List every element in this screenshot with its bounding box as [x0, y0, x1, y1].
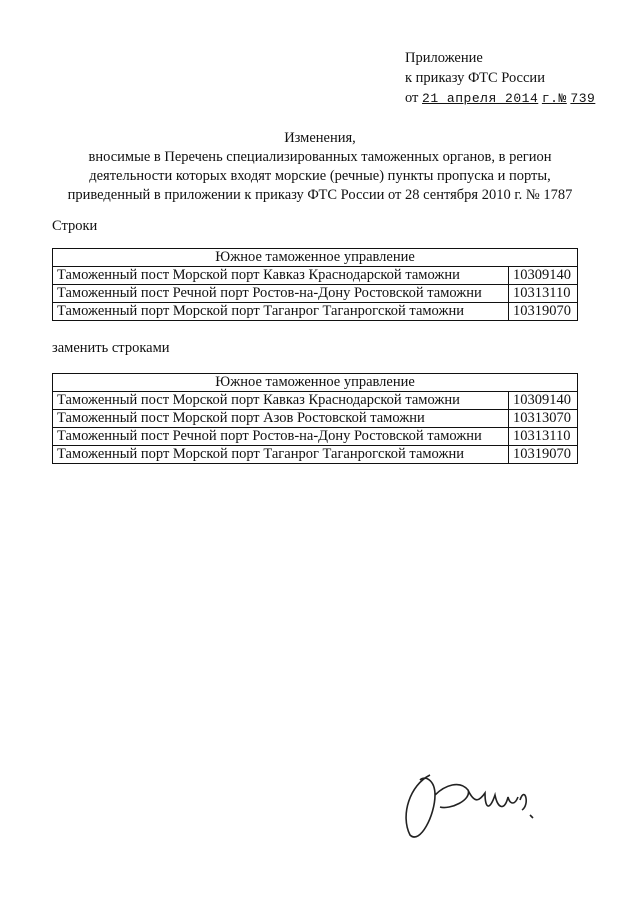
post-code: 10313110 [509, 428, 578, 446]
post-code: 10319070 [509, 303, 578, 321]
post-name: Таможенный пост Морской порт Кавказ Краснодарской таможни [53, 392, 509, 410]
post-code: 10313110 [509, 285, 578, 303]
post-name: Таможенный пост Речной порт Ростов-на-Дону Ростовской таможни [53, 428, 509, 446]
doc-subtitle-1: вносимые в Перечень специализированных таможенных органов, в регион [88, 149, 552, 165]
post-name: Таможенный пост Морской порт Азов Ростовской таможни [53, 410, 509, 428]
table-row [53, 410, 578, 428]
date-prefix: от [405, 90, 419, 106]
post-name: Таможенный пост Морской порт Кавказ Краснодарской таможни [53, 267, 509, 285]
table-row [53, 303, 578, 321]
table-header: Южное таможенное управление [53, 374, 578, 392]
order-number: 739 [570, 91, 596, 106]
doc-subtitle-3: приведенный в приложении к приказу ФТС России от 28 сентября 2010 г. № 1787 [67, 187, 573, 203]
table-row [53, 285, 578, 303]
post-code: 10319070 [509, 446, 578, 464]
table-row [53, 267, 578, 285]
post-name: Таможенный пост Речной порт Ростов-на-Дону Ростовской таможни [53, 285, 509, 303]
signature [390, 755, 560, 855]
post-code: 10313070 [509, 410, 578, 428]
order-date-line [405, 90, 595, 107]
table-row [53, 446, 578, 464]
doc-subtitle-2: деятельности которых входят морские (речные) пункты пропуска и порты, [89, 168, 551, 184]
order-date: 21 апреля 2014 [422, 91, 539, 106]
table-header: Южное таможенное управление [53, 249, 578, 267]
post-name: Таможенный порт Морской порт Таганрог Таганрогской таможни [53, 446, 509, 464]
order-reference: к приказу ФТС России [405, 70, 545, 86]
post-code: 10309140 [509, 267, 578, 285]
doc-title: Изменения, [284, 130, 356, 146]
new-rows-table [52, 373, 578, 464]
table-row [53, 392, 578, 410]
post-code: 10309140 [509, 392, 578, 410]
replace-label: заменить строками [52, 340, 170, 356]
post-name: Таможенный порт Морской порт Таганрог Таганрогской таможни [53, 303, 509, 321]
year-number-suffix: г.№ [541, 91, 567, 106]
table-row [53, 428, 578, 446]
appendix-label: Приложение [405, 50, 483, 66]
old-rows-table [52, 248, 578, 321]
rows-label: Строки [52, 218, 98, 234]
